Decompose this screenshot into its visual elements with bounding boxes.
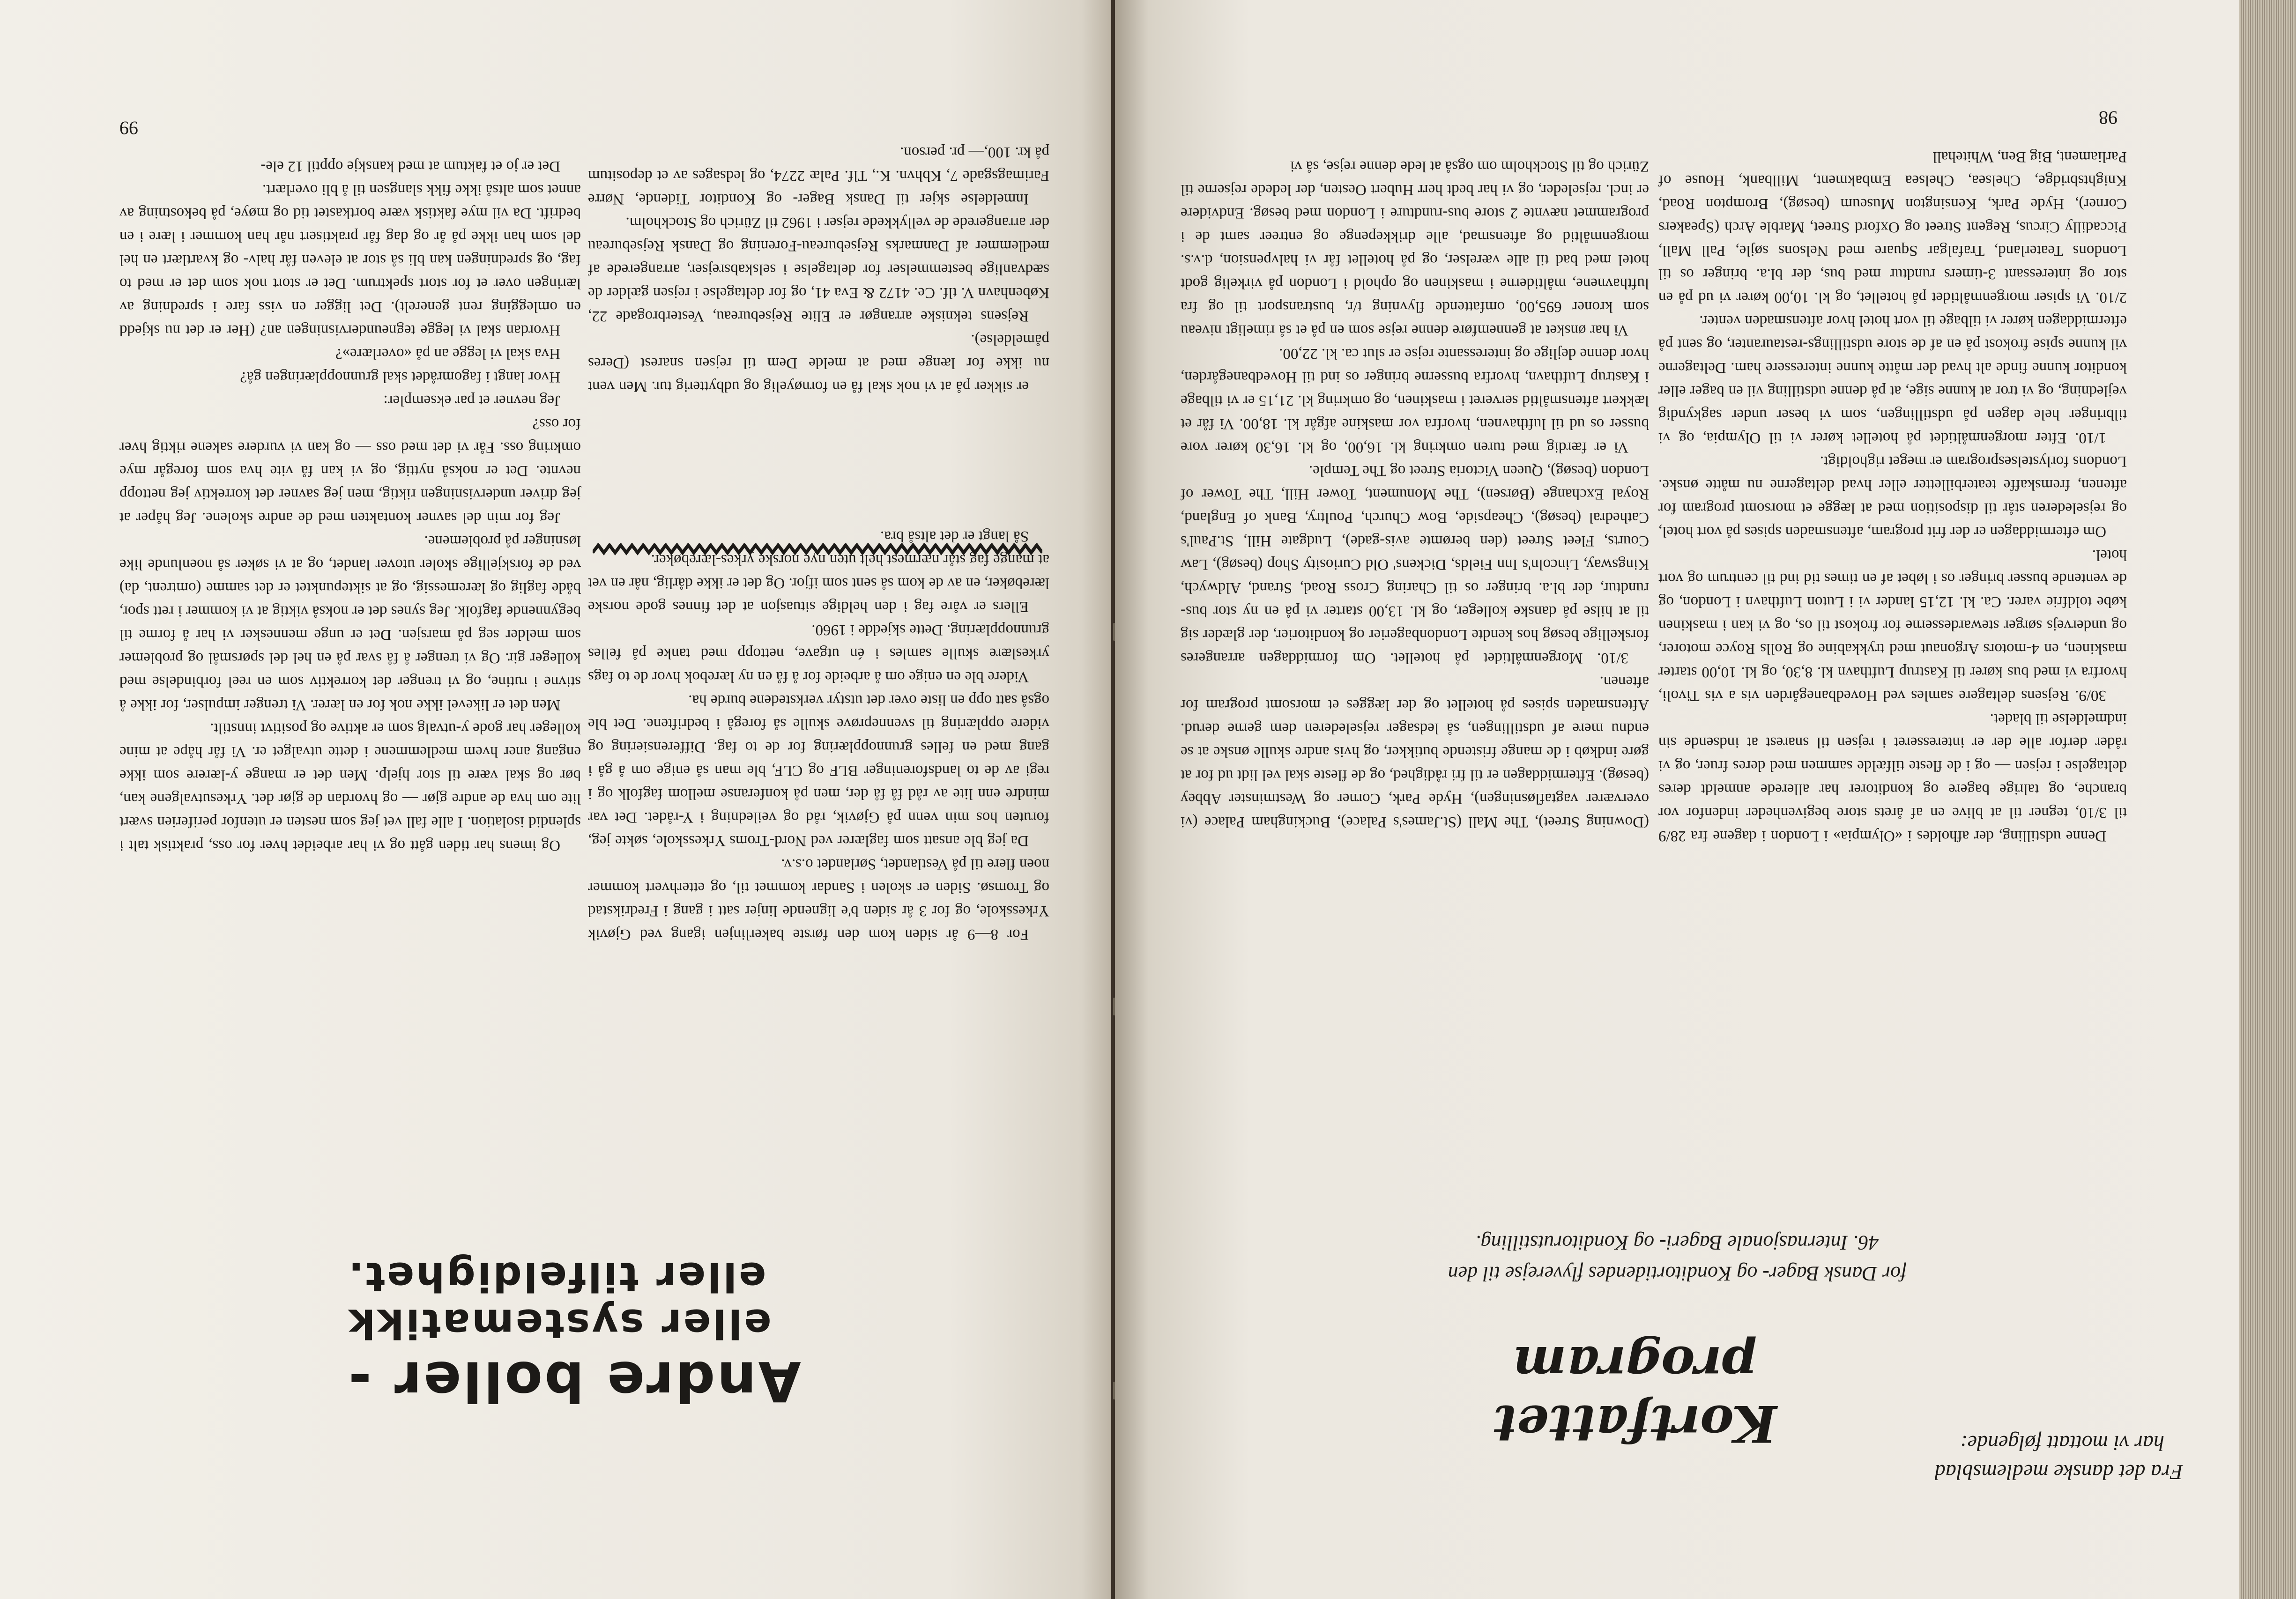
right-page bbox=[1115, 0, 2239, 1599]
paragraph: Om eftermiddagen er der frit program, aftensmaden spises på vort hotel, og rejselederen står til disposition med at lægge et morsomt program for aftenen, fremskaffe teaterbilletter eller hvad deltagerne nu måtte ønske. Londons forlystelsesprogram er meget righoldigt. bbox=[1658, 453, 2127, 540]
headline bbox=[347, 1253, 853, 1414]
subtitle-line-1: for Dansk Bager- og Konditortidendes flyverejse til den bbox=[1448, 1262, 1907, 1285]
paragraph: Hvor langt i fagområdet skal grunnopplæringen gå? bbox=[240, 369, 560, 385]
paragraph: 30/9. Rejsens deltagere samles ved Hovedbanegården vis a vis Tivoli, hvorfra vi med bus kører til Kastrup Lufthavn kl. 8,30, og kl. 10,00 starter maskinen, en 4-motors Argonaut med trykkabine og Rolls Royce motorer, og undervejs sørger stewardesserne for frokost til os, og vi kan i maskinen købe toldfrie varer. Ca. kl. 12,15 lander vi i Luton Lufthavn i London, og de ventende busser bringer os i løbet af en times tid ind til centrum og vort hotel. bbox=[1658, 547, 2127, 704]
paragraph: Ellers er våre fag i den heldige situasjon at det finnes gode norske lærebøker, en av de kom så sent som ifjor. Og det er ikke dårlig, når en vet at mange fag står nærmest helt uten nye norske yrkes-lærebøker. bbox=[588, 551, 1049, 615]
paragraph: Det er jo et faktum at med kanskje opptil 12 ele- bbox=[260, 158, 560, 175]
paragraph: 3/10. Morgenmåltidet på hotellet. Om formiddagen arrangeres forskellige besøg hos kendte Londonbagerier og konditorier, der glæder sig til at hilse på danske kolleger, og kl. 13,00 starter vi på en ny stor bus-rundtur, der bl.a. bringer os til Charing Cross Road, Strand, Aldwych, Kingsway, Lincoln's Inn Fields, Dickens' Old Curiosity Shop (besøg), Law Courts, Fleet Street (den berømte avis-gade), Ludgate Hill, St.Paul's Cathedral (besøg), Cheapside, Bow Church, Poultry, Bank of England, Royal Exchange (Børsen), The Monument, Tower Hill, The Tower of London (besøg), Queen Victoria Street og The Temple. bbox=[1181, 462, 1649, 666]
left-column-2 bbox=[119, 155, 581, 857]
page-number-right: 98 bbox=[2099, 107, 2118, 128]
page-number-left: 99 bbox=[119, 118, 138, 139]
headline-line-2: eller systematikk bbox=[347, 1300, 772, 1347]
paragraph: For 8—9 år siden kom den første bakerlinjen igang ved Gjøvik Yrkesskole, og for 3 år siden b'e lignende linjer satt i gang i Fredrikstad og Tromsø. Siden er skolen i Sandar kommet til, og etterhvert kommer noen flere til på Vestlandet, Sørlandet o.s.v. bbox=[588, 856, 1049, 943]
paragraph: Vi er færdig med turen omkring kl. 16,00, og kl. 16,30 kører vore busser os ud til lufthavnen, hvorfra vor maskine afgår kl. 18,00. Vi får et lækkert aftensmåltid serveret i maskinen, og omkring kl. 21,15 er vi tilbage i Kastrup Lufthavn, hvorfra busserne bringer os ind til Hovedbanegården, hvor denne dejlige og interessante rejse er slut ca. kl. 22,00. bbox=[1181, 345, 1649, 456]
left-column-1 bbox=[588, 525, 1049, 946]
headline-line-1: Andre boller - bbox=[347, 1349, 801, 1414]
paragraph: Hvordan skal vi legge tegneundervisningen an? (Her er det nu skjedd en omlegging rent generelt). Det ligger en viss fare i spredning av læringen over et for stort spektrum. Det er stort nok som det er med to fag, og spredningen kan bli så stor at eleven får halv- og kvartlært en hel del som han ikke på år og dag får praktisert når han kommer i lære i en bedrift. Da vil mye faktisk være bortkastet tid og møye, på bekostning av annet som altså ikke fikk slangsen til å bli overlært. bbox=[119, 181, 581, 339]
right-column-2 bbox=[1181, 155, 1649, 834]
paragraph: Da jeg ble ansatt som faglærer ved Nord-Troms Yrkesskole, søkte jeg, foruten hos min venn på Gjøvik, råd og veiledning i Y-rådet. Det var mindre enn lite av råd få få der, men på konferanse mellom fagfolk og i regi av de to landsforeninger BLF og CLF, ble man så enige om å gå i gang med en felles grunnopplæring for de to fag. Differensiering og videre opplæring til svenneprøve skulle så foregå i bedriftene. Det ble også satt opp en liste over det utstyr verkstedene burde ha. bbox=[588, 692, 1049, 849]
paragraph: Jeg for min del savner kontakten med de andre skolene. Jeg håper at jeg driver undervisningen riktig, men jeg savner det korrektiv jeg nettopp nevnte. Det er nokså nyttig, og vi kan få vite hva som foregår mye omkring oss. Får vi det med oss — og kan vi vurdere sakene riktig hver for oss? bbox=[119, 415, 581, 526]
headline-line-3: eller tilfeldighet. bbox=[347, 1253, 766, 1300]
paragraph: er sikker på at vi nok skal få en fornøyelig og udbytterig tur. Men vent nu ikke for længe med at melde Dem til rejsen snarest (Deres påmeldelse). bbox=[588, 331, 1049, 395]
paragraph: 2/10. Vi spiser morgenmåltidet på hotellet, og kl. 10,00 kører vi ud på en stor og interessant 3-timers rundtur med bus, der bl.a. bringer os til Londons Teaterland, Trafalgar Square med Nelsons søjle, Pall Mall, Piccadilly Circus, Regent Street og Oxford Street, Marble Arch (Speakers Corner), Hyde Park, Kensington Museum (besøg), Brompton Road, Knightsbridge, Chelsea, Chelsea Embakment, Millbank, House of Parliament, Big Ben, Whitehall bbox=[1658, 148, 2127, 306]
paragraph: Rejsens tekniske arrangør er Elite Rejsebureau, Vesterbrogade 22, København V. tlf. Ce. 4172 & Eva 41, og for deltagelse i rejsen gælder de sædvanlige bestemmelser for deltagelse i selskabsrejser, arrangerede af medlemmer af Danmarks Rejsebureau-Forening og Dansk Rejsebureau der arrangerede de vellykkede rejser i 1962 til Zürich og Stockholm. bbox=[588, 214, 1049, 325]
paragraph: Videre ble en enige om å arbeide for å få en ny lærebok hvor de to fags yrkeslære skulle samles i én utgave, nettopp med tanke på felles grunnopplæring. Dette skjedde i 1960. bbox=[588, 622, 1049, 685]
paragraph: Inmeldelse skjer til Dansk Bager- og Konditor Tidende, Nørre Farimagsgade 7, Kbhvn. K., Tlf. Palæ 2274, og ledsages av et depositum på kr. 100,— pr. person. bbox=[588, 144, 1049, 207]
paragraph: Jeg nevner et par eksempler: bbox=[383, 392, 560, 409]
program-subtitle bbox=[1312, 1227, 2043, 1289]
intro-line-2: har vi mottatt følgende: bbox=[1960, 1431, 2164, 1455]
paragraph: Vi har ønsket at gennemføre denne rejse som en på et så rimeligt niveau som kroner 695,00, omfattende flyvning t/r, bustransport til og fra lufthavnene, måltiderne i maskinen og ophold i London på virkelig godt hotel med bad til alle værelser, og på hotellet får vi halvpension, d.v.s. morgenmåltid og aftensmad, alle drikkepenge og entreer samt de i programmet nævnte 2 store bus-rundture i London med besøg. Endvidere er incl. rejseleder, og vi har bedt herr Hubert Oesten, der ledede rejserne til Zürich og til Stockholm om også at lede denne rejse, så vi bbox=[1181, 158, 1649, 339]
left-page bbox=[0, 0, 1115, 1599]
left-column-1-after-divider bbox=[588, 141, 1049, 398]
paragraph: Og imens har tiden gått og vi har arbeidet hver for oss, praktisk talt i splendid isolation. I alle fall vet jeg som nesten er utenfor periferien svært lite om hva de andre gjør — og hvordan de gjør det. Yrkesutvalgene kan, bør og skal være til stor hjelp. Men det er mange y-lærere som ikke engang aner hvem medlemmene i dette utvalget er. Vi får håpe at mine kolleger har gode y-utvalg som er aktive og positivt innstilt. bbox=[119, 720, 581, 854]
intro-line-1: Fra det danske medlemsblad bbox=[1934, 1460, 2183, 1484]
subtitle-line-2: 46. Internasjonale Bageri- og Konditorutstilling. bbox=[1475, 1231, 1879, 1254]
right-column-1 bbox=[1658, 145, 2127, 848]
paragraph: Denne udstilling, der afholdes i «Olympia» i London i dagene fra 28/9 til 3/10, tegner til at blive en af årets store begivenheder indenfor vor branche, og talrige bagere og konditorer har allerede anmeldt deres deltagelse i rejsen — og i de fleste tilfælde sammen med deres fruer, og vi råder derfor alle der er interesseret i rejsen til snarest at indsende sin indmeldelse til bladet. bbox=[1658, 711, 2127, 844]
zigzag-divider bbox=[593, 543, 1042, 555]
paragraph: (Downing Street), The Mall (St.James's Palace), Buckingham Palace (vi overværer vagtafløsningen), Hyde Park, Corner og Westminster Abbey (besøg). Eftermiddagen er til fri rådighed, og de fleste skal vel lidt ud for at gøre indkøb i de mange fristende butikker, og hvis andre skulle ønske at se endnu mere af udstillingen, så ledsager rejselederen dem gerne derud. Aftensmaden spises på hotellet og der lægges et morsomt program for aftenen. bbox=[1181, 673, 1649, 830]
paragraph: Hva skal vi legge an på «overlære»? bbox=[335, 345, 560, 362]
paragraph: Så langt er det altså bra. bbox=[880, 528, 1029, 545]
program-title: Kortfattet program bbox=[1493, 1335, 1777, 1453]
paragraph: 1/10. Efter morgenmåltidet på hotellet kører vi til Olympia, og vi tilbringer hele dagen på udstillingen, som vi beser under sagkyndig vejledning, og vi tror at kunne sige, at på denne udstilling vil en bager eller konditor kunne finde alt hvad der måtte kunne interessere ham. Deltagerne vil kunne spise frokost på en af de store udstillings-restauranter, og sent på eftermiddagen kører vi tilbage til vort hotel hvor aftensmaden venter. bbox=[1658, 312, 2127, 446]
paragraph: Men det er likevel ikke nok for en lærer. Vi trenger impulser, for ikke å stivne i rutine, og vi trenger det korrektiv som en reel forbindelse med kolleger gir. Og vi trenger å få svar på en hel del spørsmål og problemer som melder seg på marsjen. Det er unge mennesker vi har å forme til begynnende fagfolk. Jeg synes det er nokså viktig at vi kommer i rett spor, både faglig og læremessig, og at siktepunktet er det samme (omtrent, da) ved de forskjellige skoler utover landet, og at vi søker så noenlunde like løsninger på problemene. bbox=[119, 533, 581, 713]
page-edges bbox=[2239, 0, 2296, 1599]
